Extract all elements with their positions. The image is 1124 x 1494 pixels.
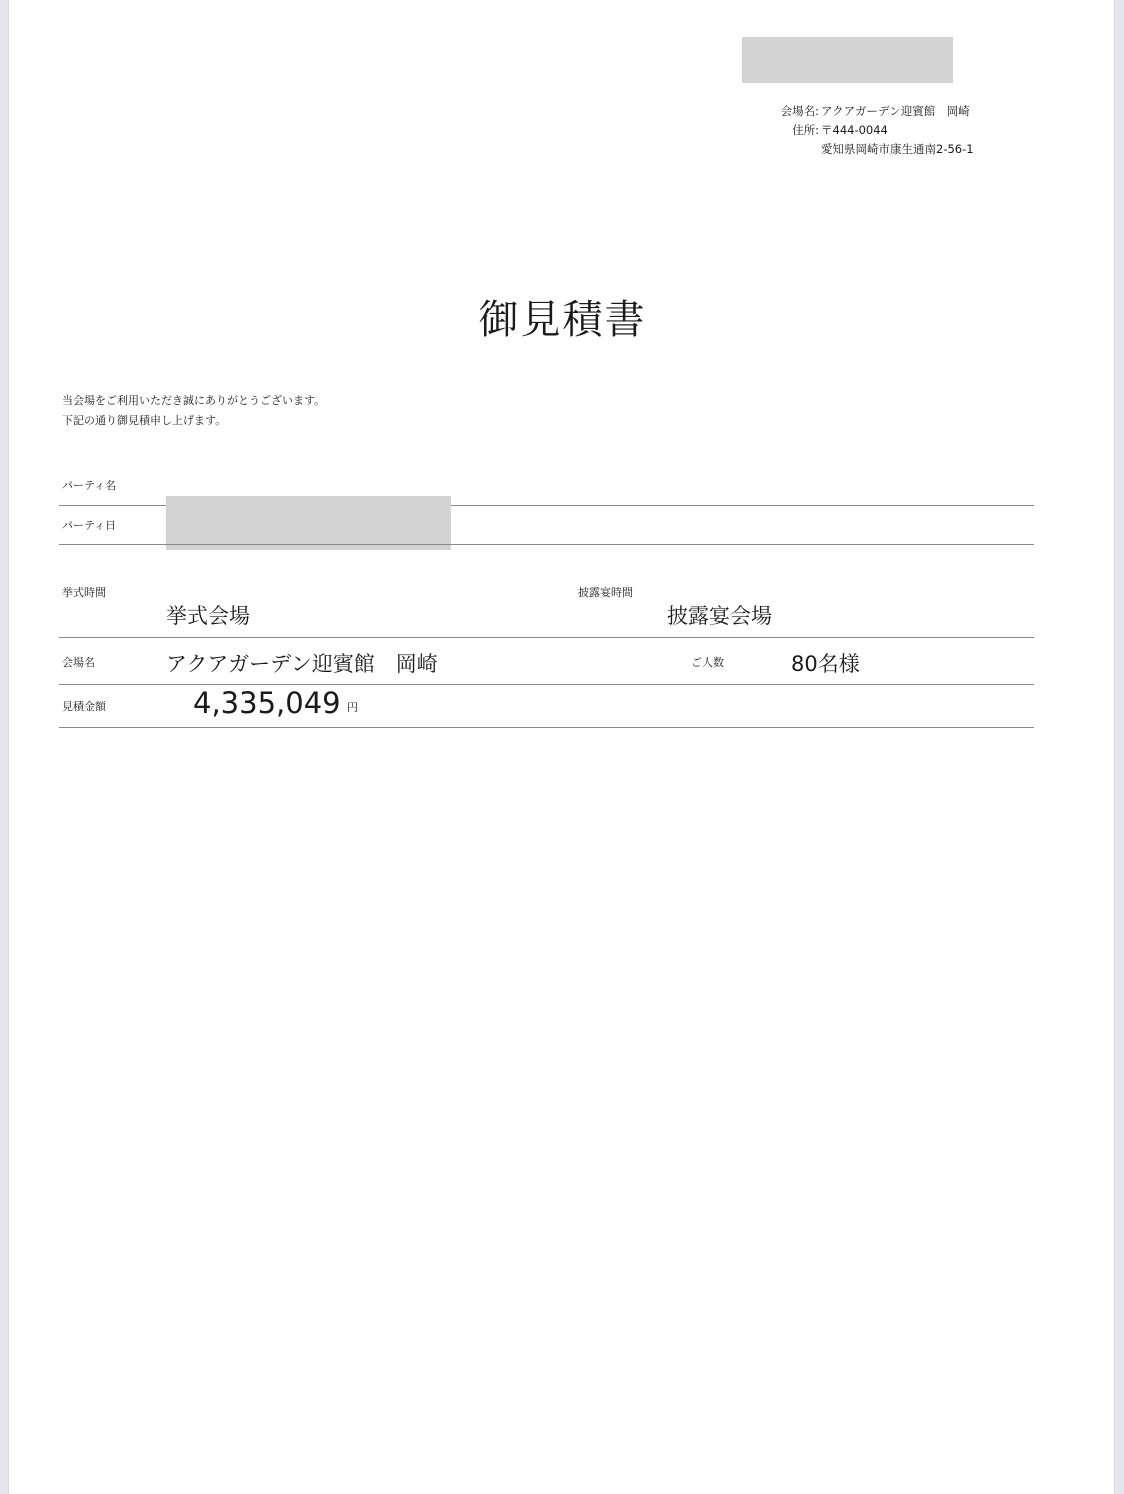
party-name-label: パーティ名 — [62, 479, 117, 492]
greeting-line-1: 当会場をご利用いただき誠にありがとうございます。 — [62, 394, 326, 407]
party-date-label: パーティ日 — [62, 519, 117, 532]
address-line-row — [747, 140, 974, 159]
document-title: 御見積書 — [478, 297, 647, 343]
estimate-amount-label: 見積金額 — [62, 700, 106, 713]
greeting-line-2: 下記の通り御見積申し上げます。 — [62, 414, 227, 427]
currency-unit: 円 — [347, 701, 358, 714]
venue-name-row — [747, 102, 974, 121]
postal-code: 〒444-0044 — [821, 123, 888, 137]
party-date-divider — [59, 544, 1034, 545]
ceremony-time-label: 挙式時間 — [62, 586, 106, 599]
redacted-logo-area — [742, 37, 953, 83]
ceremony-venue: 挙式会場 — [166, 604, 250, 628]
amount-divider — [59, 727, 1034, 728]
guest-count-label: ご人数 — [691, 656, 724, 669]
greeting-text — [62, 391, 325, 431]
guest-count-value: 80名様 — [791, 652, 860, 676]
venue-name-row-value: アクアガーデン迎賓館 岡崎 — [166, 652, 438, 676]
estimate-amount-value: 4,335,049 — [193, 686, 341, 720]
venue-divider — [59, 684, 1034, 685]
reception-time-label: 披露宴時間 — [578, 586, 633, 599]
address-value: 愛知県岡崎市康生通南2-56-1 — [821, 142, 974, 156]
address-row — [747, 121, 974, 140]
venue-name-value: アクアガーデン迎賓館 岡崎 — [821, 104, 970, 118]
estimate-document — [8, 0, 1115, 1494]
redacted-party-date — [166, 496, 451, 550]
reception-venue: 披露宴会場 — [667, 604, 772, 628]
schedule-divider — [59, 637, 1034, 638]
venue-info-block — [747, 102, 974, 159]
venue-name-row-label: 会場名 — [62, 656, 95, 669]
venue-name-label: 会場名: — [780, 104, 819, 118]
address-label: 住所: — [792, 123, 819, 137]
